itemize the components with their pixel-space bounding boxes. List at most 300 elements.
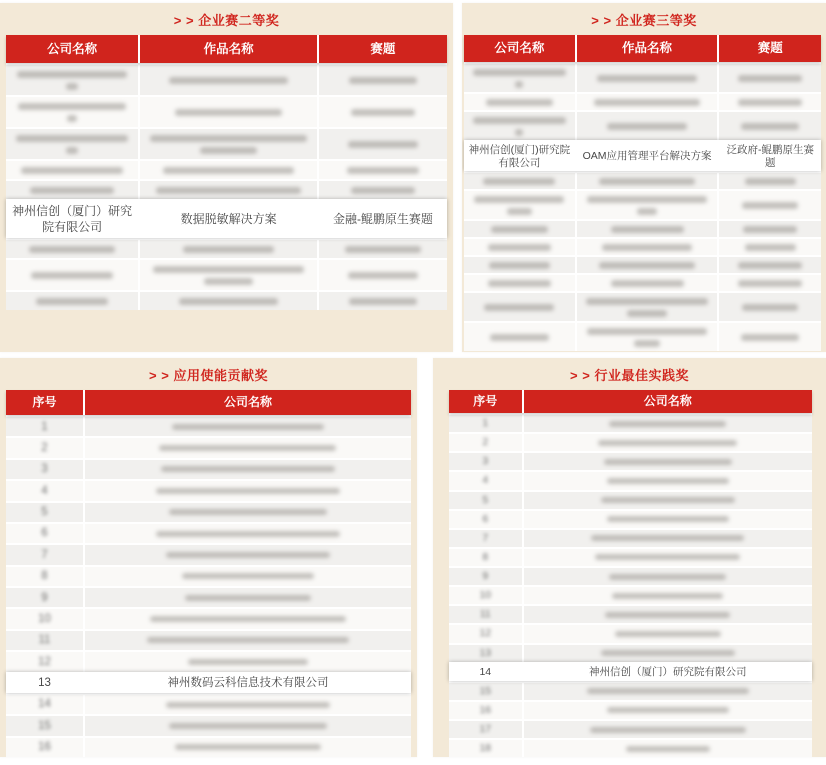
column-header: 公司名称 (522, 390, 812, 413)
blurred-text-bar (166, 702, 330, 708)
table-row (449, 509, 812, 528)
blurred-text-bar (161, 466, 335, 472)
section-title: > > 企业赛三等奖 (591, 13, 697, 28)
cell-blurred-number (449, 492, 522, 509)
blurred-text-bar (507, 208, 533, 215)
blurred-text-bar (175, 109, 282, 116)
cell-blurred-text (522, 625, 812, 642)
blurred-text-bar (188, 659, 308, 665)
cell-text: 数据脱敏解决方案 (138, 201, 317, 238)
blurred-text-bar (156, 488, 339, 494)
cell-blurred-text (317, 181, 447, 199)
blurred-text-bar (483, 178, 555, 185)
blurred-number: 18 (479, 742, 492, 755)
blurred-text-bar (611, 280, 684, 287)
cell-blurred-number (6, 588, 83, 607)
blurred-text-bar (29, 246, 116, 253)
cell-blurred-text (522, 587, 812, 604)
cell-blurred-text (317, 240, 447, 258)
blurred-text-bar (172, 424, 324, 430)
blurred-text-bar (609, 421, 726, 427)
table-row (6, 650, 411, 671)
blurred-text-bar (743, 226, 797, 233)
table-row (449, 566, 812, 585)
cell-text: 14 (449, 664, 522, 681)
blurred-number: 5 (41, 506, 48, 518)
cell-blurred-number (6, 481, 83, 500)
blurred-text-bar (67, 115, 77, 122)
blurred-text-bar (742, 304, 798, 311)
cell-blurred-text (575, 64, 718, 92)
cell-blurred-text (464, 257, 575, 273)
table-header-row (464, 35, 821, 62)
panel-enterprise-third-prize (462, 3, 826, 352)
blurred-number: 5 (482, 493, 489, 506)
cell-blurred-text (464, 64, 575, 92)
blurred-text-bar (156, 531, 339, 537)
table-row (449, 643, 812, 662)
table-row (464, 171, 821, 189)
cell-blurred-text (138, 240, 317, 258)
cell-blurred-text (6, 65, 138, 95)
blurred-text-bar (347, 167, 419, 174)
cell-blurred-text (83, 545, 411, 564)
blurred-text-bar (612, 593, 723, 599)
column-header: 公司名称 (6, 35, 138, 63)
cell-blurred-text (522, 568, 812, 585)
cell-blurred-text (6, 260, 138, 290)
cell-blurred-text (522, 606, 812, 623)
column-header: 作品名称 (575, 35, 718, 62)
cell-text: 13 (6, 674, 83, 693)
blurred-text-bar (599, 262, 695, 269)
cell-blurred-number (6, 545, 83, 564)
cell-blurred-text (464, 221, 575, 237)
blurred-text-bar (473, 69, 565, 76)
blurred-number: 3 (41, 463, 48, 476)
cell-blurred-text (464, 112, 575, 140)
cell-blurred-text (575, 221, 718, 237)
blurred-text-bar (626, 746, 710, 752)
column-header: 序号 (449, 390, 522, 413)
blurred-text-bar (607, 123, 687, 130)
cell-blurred-text (522, 511, 812, 528)
cell-blurred-number (449, 645, 522, 662)
blurred-text-bar (602, 244, 692, 251)
table-row (6, 415, 411, 436)
blurred-text-bar (601, 650, 735, 656)
cell-text: 泛政府-鲲鹏原生赛题 (717, 142, 821, 171)
table-row (464, 321, 821, 351)
blurred-number: 6 (482, 512, 489, 525)
cell-blurred-text (522, 740, 812, 757)
cell-blurred-text (83, 481, 411, 500)
blurred-text-bar (185, 595, 311, 601)
table-row (464, 219, 821, 237)
cell-blurred-text (575, 94, 718, 110)
cell-blurred-text (522, 492, 812, 509)
blurred-number: 15 (479, 684, 492, 697)
cell-blurred-text (6, 181, 138, 199)
cell-blurred-text (83, 738, 411, 757)
highlight-row (6, 672, 411, 693)
cell-blurred-text (138, 65, 317, 95)
cell-blurred-number (449, 683, 522, 700)
table-row (449, 413, 812, 432)
blurred-text-bar (488, 280, 552, 287)
cell-blurred-number (449, 453, 522, 470)
cell-blurred-text (83, 716, 411, 735)
cell-blurred-text (464, 239, 575, 255)
blurred-number: 7 (41, 548, 48, 561)
cell-blurred-text (464, 173, 575, 189)
table-row (464, 255, 821, 273)
cell-blurred-text (522, 549, 812, 566)
blurred-text-bar (473, 117, 565, 124)
blurred-text-bar (741, 334, 799, 341)
cell-blurred-text (83, 609, 411, 628)
blurred-text-bar (486, 99, 553, 106)
cell-blurred-number (6, 738, 83, 757)
cell-blurred-text (522, 721, 812, 738)
blurred-number: 13 (479, 646, 492, 659)
blurred-number: 10 (38, 612, 51, 625)
blurred-text-bar (587, 688, 748, 694)
table-row (6, 63, 447, 95)
blurred-text-bar (183, 246, 274, 253)
cell-blurred-number (449, 472, 522, 489)
cell-blurred-text (317, 129, 447, 159)
blurred-text-bar (348, 272, 418, 279)
table-row (449, 719, 812, 738)
cell-blurred-text (317, 260, 447, 290)
blurred-text-bar (474, 196, 564, 203)
table-row (6, 714, 411, 735)
cell-blurred-text (317, 161, 447, 179)
blurred-text-bar (601, 497, 735, 503)
blurred-text-bar (515, 81, 523, 88)
cell-blurred-text (575, 239, 718, 255)
table-row (464, 273, 821, 291)
table-row (6, 436, 411, 457)
column-header: 作品名称 (138, 35, 317, 63)
cell-blurred-number (449, 549, 522, 566)
cell-blurred-text (138, 161, 317, 179)
blurred-text-bar (607, 516, 729, 522)
table-row (464, 291, 821, 321)
blurred-number: 4 (482, 474, 489, 487)
cell-blurred-number (6, 524, 83, 543)
table-row (6, 586, 411, 607)
blurred-text-bar (491, 226, 547, 233)
blurred-text-bar (182, 573, 315, 579)
column-header: 赛题 (317, 35, 447, 63)
cell-blurred-number (449, 587, 522, 604)
table-row (449, 490, 812, 509)
cell-blurred-text (83, 438, 411, 457)
blurred-text-bar (738, 75, 802, 82)
cell-blurred-text (83, 652, 411, 671)
blurred-text-bar (742, 202, 798, 209)
blurred-number: 16 (479, 703, 492, 716)
blurred-text-bar (351, 109, 415, 116)
panel-enterprise-second-prize (0, 3, 453, 352)
cell-blurred-number (449, 415, 522, 432)
blurred-text-bar (738, 280, 802, 287)
awards-table-app-enablement (6, 390, 411, 757)
panel-industry-best-practice-award (433, 358, 826, 757)
cell-blurred-text (717, 239, 821, 255)
cell-blurred-text (6, 97, 138, 127)
blurred-text-bar (594, 99, 700, 106)
blurred-text-bar (484, 304, 554, 311)
cell-blurred-number (449, 434, 522, 451)
cell-blurred-text (83, 503, 411, 522)
cell-blurred-number (449, 702, 522, 719)
table-header-row (6, 35, 447, 63)
table-row (6, 479, 411, 500)
blurred-text-bar (16, 135, 128, 142)
cell-blurred-number (6, 631, 83, 650)
cell-blurred-text (717, 112, 821, 140)
cell-blurred-text (575, 323, 718, 351)
table-row (6, 95, 447, 127)
blurred-text-bar (597, 75, 697, 82)
cell-blurred-text (575, 275, 718, 291)
table-row (6, 607, 411, 628)
blurred-number: 1 (482, 417, 489, 429)
blurred-number: 6 (41, 527, 48, 540)
column-header: 序号 (6, 390, 83, 415)
blurred-text-bar (30, 187, 114, 194)
blurred-text-bar (153, 266, 304, 273)
cell-blurred-text (317, 65, 447, 95)
blurred-text-bar (515, 129, 523, 136)
blurred-text-bar (179, 298, 278, 305)
cell-blurred-text (522, 434, 812, 451)
blurred-number: 10 (479, 589, 492, 602)
table-row (6, 736, 411, 757)
blurred-text-bar (489, 262, 551, 269)
cell-blurred-text (575, 191, 718, 219)
blurred-text-bar (599, 178, 695, 185)
blurred-text-bar (595, 554, 740, 560)
cell-blurred-text (138, 97, 317, 127)
cell-blurred-text (464, 94, 575, 110)
cell-blurred-text (317, 292, 447, 310)
section-title: > > 企业赛二等奖 (173, 13, 280, 28)
cell-text: 神州信创(厦门)研究院有限公司 (464, 142, 575, 171)
blurred-number: 11 (479, 608, 491, 621)
table-row (464, 62, 821, 92)
table-row (6, 543, 411, 564)
blurred-text-bar (345, 246, 420, 253)
blurred-text-bar (159, 445, 336, 451)
blurred-number: 1 (41, 420, 48, 433)
table-row (6, 238, 447, 258)
blurred-text-bar (156, 187, 301, 194)
blurred-number: 9 (482, 570, 489, 582)
blurred-text-bar (591, 535, 744, 541)
blurred-text-bar (738, 99, 802, 106)
cell-blurred-text (317, 97, 447, 127)
table-header-row (6, 390, 411, 415)
highlight-row (449, 662, 812, 681)
table-row (6, 290, 447, 310)
blurred-text-bar (150, 135, 306, 142)
table-row (449, 547, 812, 566)
blurred-number: 16 (38, 741, 51, 754)
column-header: 赛题 (717, 35, 821, 62)
awards-table-second-prize (6, 35, 447, 310)
cell-blurred-text (83, 567, 411, 586)
blurred-text-bar (490, 334, 550, 341)
blurred-text-bar (204, 278, 253, 285)
cell-blurred-text (717, 94, 821, 110)
table-row (6, 693, 411, 714)
blurred-text-bar (587, 328, 707, 335)
blurred-text-bar (66, 147, 78, 154)
blurred-number: 8 (482, 550, 489, 563)
blurred-text-bar (741, 123, 799, 130)
blurred-text-bar (607, 478, 729, 484)
blurred-text-bar (745, 244, 796, 251)
blurred-number: 12 (38, 655, 51, 668)
cell-blurred-text (138, 181, 317, 199)
table-row (6, 179, 447, 199)
cell-blurred-text (575, 173, 718, 189)
cell-blurred-text (464, 191, 575, 219)
section-title: > > 应用使能贡献奖 (149, 368, 268, 383)
blurred-text-bar (607, 707, 729, 713)
blurred-text-bar (166, 552, 330, 558)
blurred-text-bar (200, 147, 258, 154)
blurred-number: 14 (38, 698, 51, 711)
cell-blurred-text (717, 191, 821, 219)
cell-blurred-text (464, 323, 575, 351)
table-row (449, 451, 812, 470)
blurred-number: 12 (479, 627, 492, 640)
blurred-text-bar (615, 631, 721, 637)
table-row (6, 501, 411, 522)
blurred-number: 17 (479, 723, 492, 735)
cell-blurred-text (83, 695, 411, 714)
cell-blurred-text (522, 702, 812, 719)
table-row (449, 738, 812, 757)
cell-blurred-text (522, 645, 812, 662)
highlight-row (6, 199, 447, 238)
cell-blurred-text (575, 293, 718, 321)
awards-table-third-prize (464, 35, 821, 351)
awards-table-best-practice (449, 390, 812, 757)
blurred-text-bar (351, 187, 415, 194)
cell-text: OAM应用管理平台解决方案 (575, 142, 718, 171)
blurred-number: 2 (482, 436, 489, 449)
blurred-text-bar (605, 612, 730, 618)
blurred-text-bar (637, 208, 657, 215)
table-row (449, 528, 812, 547)
cell-blurred-text (717, 173, 821, 189)
cell-blurred-number (6, 460, 83, 479)
blurred-text-bar (611, 226, 684, 233)
cell-blurred-number (6, 716, 83, 735)
cell-blurred-number (449, 568, 522, 585)
cell-text: 神州信创（厦门）研究院有限公司 (522, 664, 812, 681)
cell-blurred-number (449, 530, 522, 547)
cell-blurred-text (717, 221, 821, 237)
blurred-text-bar (36, 298, 108, 305)
blurred-text-bar (147, 637, 349, 643)
blurred-text-bar (163, 167, 295, 174)
cell-blurred-number (449, 606, 522, 623)
blurred-text-bar (745, 178, 796, 185)
table-row (6, 629, 411, 650)
blurred-text-bar (31, 272, 113, 279)
blurred-text-bar (587, 196, 707, 203)
cell-blurred-number (6, 695, 83, 714)
blurred-text-bar (590, 727, 746, 733)
blurred-text-bar (634, 340, 661, 347)
cell-text: 金融-鲲鹏原生赛题 (317, 201, 447, 238)
blurred-text-bar (738, 262, 802, 269)
table-row (449, 604, 812, 623)
blurred-text-bar (609, 574, 726, 580)
cell-blurred-number (6, 503, 83, 522)
blurred-text-bar (66, 83, 78, 90)
blurred-number: 11 (38, 634, 51, 647)
cell-blurred-number (6, 609, 83, 628)
table-row (449, 432, 812, 451)
cell-blurred-number (449, 721, 522, 738)
blurred-text-bar (627, 310, 667, 317)
cell-blurred-text (6, 292, 138, 310)
table-row (6, 258, 447, 290)
cell-text: 神州信创（厦门）研究院有限公司 (6, 201, 138, 238)
blurred-text-bar (17, 71, 128, 78)
blurred-text-bar (349, 77, 416, 84)
blurred-text-bar (21, 167, 123, 174)
cell-blurred-number (449, 740, 522, 757)
blurred-text-bar (349, 298, 416, 305)
cell-blurred-number (449, 511, 522, 528)
table-row (6, 458, 411, 479)
blurred-text-bar (150, 616, 346, 622)
blurred-number: 8 (41, 570, 48, 583)
table-row (449, 470, 812, 489)
blurred-text-bar (18, 103, 126, 110)
cell-blurred-text (522, 415, 812, 432)
cell-text: 神州数码云科信息技术有限公司 (83, 674, 411, 693)
cell-blurred-number (6, 567, 83, 586)
blurred-number: 4 (41, 484, 48, 497)
blurred-text-bar (488, 244, 552, 251)
table-row (464, 237, 821, 255)
blurred-number: 3 (482, 455, 489, 468)
table-row (449, 585, 812, 604)
cell-blurred-text (6, 161, 138, 179)
blurred-text-bar (169, 509, 327, 515)
cell-blurred-text (717, 293, 821, 321)
table-row (6, 522, 411, 543)
table-header-row (449, 390, 812, 413)
cell-blurred-text (83, 588, 411, 607)
section-title: > > 行业最佳实践奖 (570, 368, 689, 383)
cell-blurred-text (6, 240, 138, 258)
table-row (464, 92, 821, 110)
cell-blurred-text (464, 275, 575, 291)
blurred-number: 2 (41, 441, 48, 454)
cell-blurred-text (83, 631, 411, 650)
